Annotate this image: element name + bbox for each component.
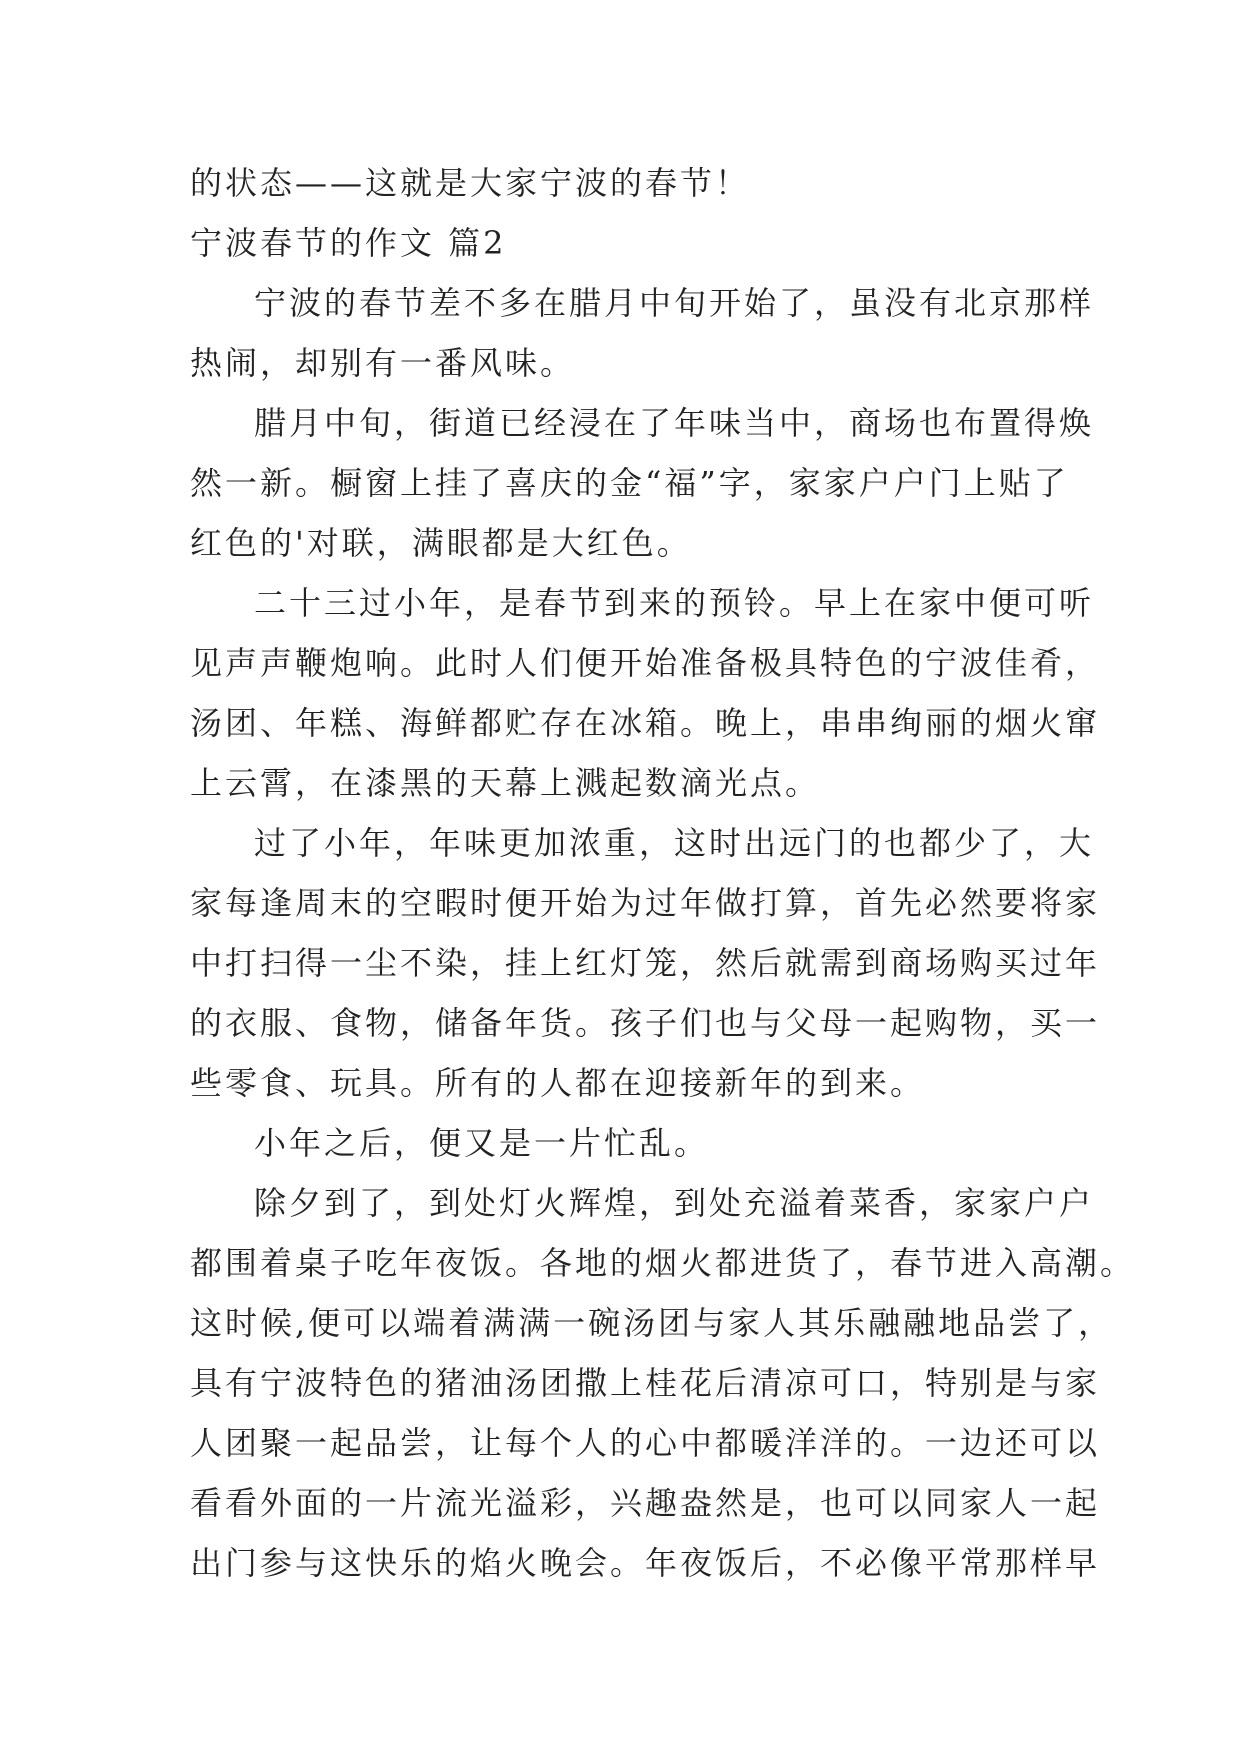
text-line: 的衣服、食物，储备年货。孩子们也与父母一起购物，买一 (190, 1004, 1101, 1042)
text-line: 人团聚一起品尝，让每个人的心中都暖洋洋的。一边还可以 (190, 1424, 1101, 1462)
text-line: 这时候,便可以端着满满一碗汤团与家人其乐融融地品尝了， (190, 1304, 1114, 1342)
text-line: 出门参与这快乐的焰火晚会。年夜饭后，不必像平常那样早 (190, 1544, 1101, 1582)
text-line: 具有宁波特色的猪油汤团撒上桂花后清凉可口，特别是与家 (190, 1364, 1101, 1402)
text-line: 见声声鞭炮响。此时人们便开始准备极具特色的宁波佳肴， (190, 644, 1101, 682)
text-line: 看看外面的一片流光溢彩，兴趣盎然是，也可以同家人一起 (190, 1484, 1101, 1522)
text-line: 些零食、玩具。所有的人都在迎接新年的到来。 (190, 1064, 926, 1102)
text-line: 都围着桌子吃年夜饭。各地的烟火都进货了，春节进入高潮。 (190, 1244, 1136, 1282)
text-line: 汤团、年糕、海鲜都贮存在冰箱。晚上，串串绚丽的烟火窜 (190, 704, 1101, 742)
text-line: 的状态——这就是大家宁波的春节！ (190, 164, 751, 202)
paragraph-start-line: 宁波的春节差不多在腊月中旬开始了，虽没有北京那样 (254, 284, 1095, 322)
text-line: 热闹，却别有一番风味。 (190, 344, 576, 382)
paragraph-start-line: 二十三过小年，是春节到来的预铃。早上在家中便可听 (254, 584, 1095, 622)
text-line: 中打扫得一尘不染，挂上红灯笼，然后就需到商场购买过年 (190, 944, 1101, 982)
paragraph-start-line: 腊月中旬，街道已经浸在了年味当中，商场也布置得焕 (254, 404, 1095, 442)
paragraph-start-line: 小年之后，便又是一片忙乱。 (254, 1124, 710, 1162)
paragraph-start-line: 过了小年，年味更加浓重，这时出远门的也都少了，大 (254, 824, 1095, 862)
text-line: 上云霄，在漆黑的天幕上溅起数滴光点。 (190, 764, 821, 802)
section-heading: 宁波春节的作文 篇2 (190, 224, 507, 262)
paragraph-start-line: 除夕到了，到处灯火辉煌，到处充溢着菜香，家家户户 (254, 1184, 1095, 1222)
text-line: 家每逢周末的空暇时便开始为过年做打算，首先必然要将家 (190, 884, 1101, 922)
text-line: 红色的'对联，满眼都是大红色。 (190, 524, 692, 562)
text-line: 然一新。橱窗上挂了喜庆的金“福”字，家家户户门上贴了 (190, 464, 1069, 502)
